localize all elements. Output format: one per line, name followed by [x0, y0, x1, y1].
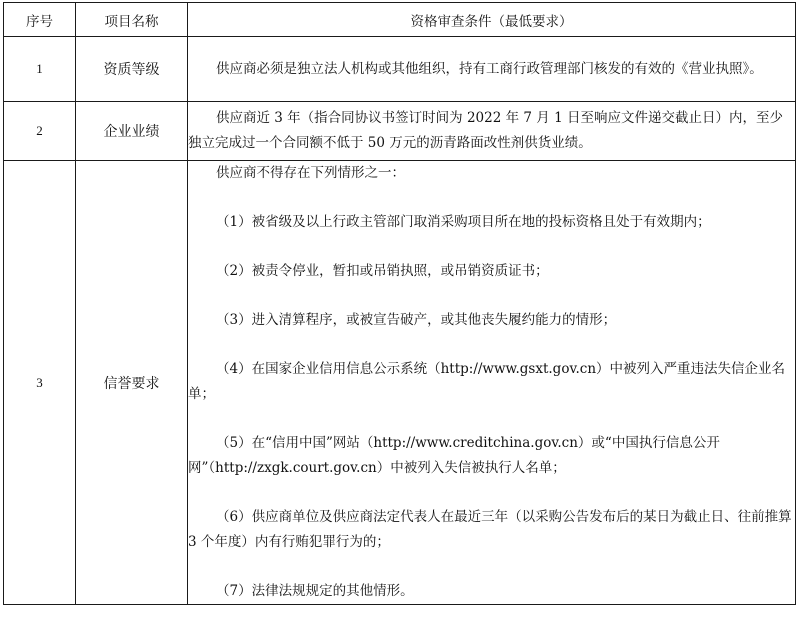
- condition-text: 供应商必须是独立法人机构或其他组织，持有工商行政管理部门核发的有效的《营业执照》。: [216, 60, 763, 77]
- row-condition: [188, 102, 796, 161]
- condition-text: 供应商近 3 年（指合同协议书签订时间为 2022 年 7 月 1 日至响应文件递交截止日）内，至少独立完成过一个合同额不低于 50 万元的沥青路面改性剂供货业绩。: [188, 110, 783, 151]
- condition-item: （3）进入清算程序，或被宣告破产，或其他丧失履约能力的情形；: [216, 312, 617, 328]
- row-item-name: 信誉要求: [76, 161, 188, 605]
- header-serial-number: 序号: [4, 3, 76, 37]
- row-number: 2: [4, 102, 76, 161]
- table-row: [4, 161, 796, 605]
- condition-item: （4）在国家企业信用信息公示系统（http://www.gsxt.gov.cn）中被列入严重违法失信企业名单；: [188, 361, 786, 402]
- condition-item: （7）法律法规规定的其他情形。: [216, 583, 414, 599]
- condition-item: （6）供应商单位及供应商法定代表人在最近三年（以采购公告发布后的某日为截止日、往前推算 3 个年度）内有行贿犯罪行为的；: [188, 509, 792, 550]
- row-number: 1: [4, 37, 76, 102]
- row-number: 3: [4, 161, 76, 605]
- condition-intro: 供应商不得存在下列情形之一：: [216, 165, 405, 181]
- condition-item: （2）被责令停业，暂扣或吊销执照，或吊销资质证书；: [216, 263, 549, 279]
- condition-item: （1）被省级及以上行政主管部门取消采购项目所在地的投标资格且处于有效期内；: [216, 214, 711, 230]
- condition-item: （5）在“信用中国”网站（http://www.creditchina.gov.cn）或“中国执行信息公开网”（http://zxgk.court.gov.cn）中被列入失信被执行人名单；: [188, 435, 720, 476]
- header-conditions: 资格审查条件（最低要求）: [188, 3, 796, 37]
- row-item-name: 资质等级: [76, 37, 188, 102]
- table-row: [4, 102, 796, 161]
- qualification-table: [3, 2, 796, 605]
- row-item-name: 企业业绩: [76, 102, 188, 161]
- header-item-name: 项目名称: [76, 3, 188, 37]
- table-row: [4, 37, 796, 102]
- table-header-row: [4, 3, 796, 37]
- row-condition: [188, 161, 796, 605]
- row-condition: [188, 37, 796, 102]
